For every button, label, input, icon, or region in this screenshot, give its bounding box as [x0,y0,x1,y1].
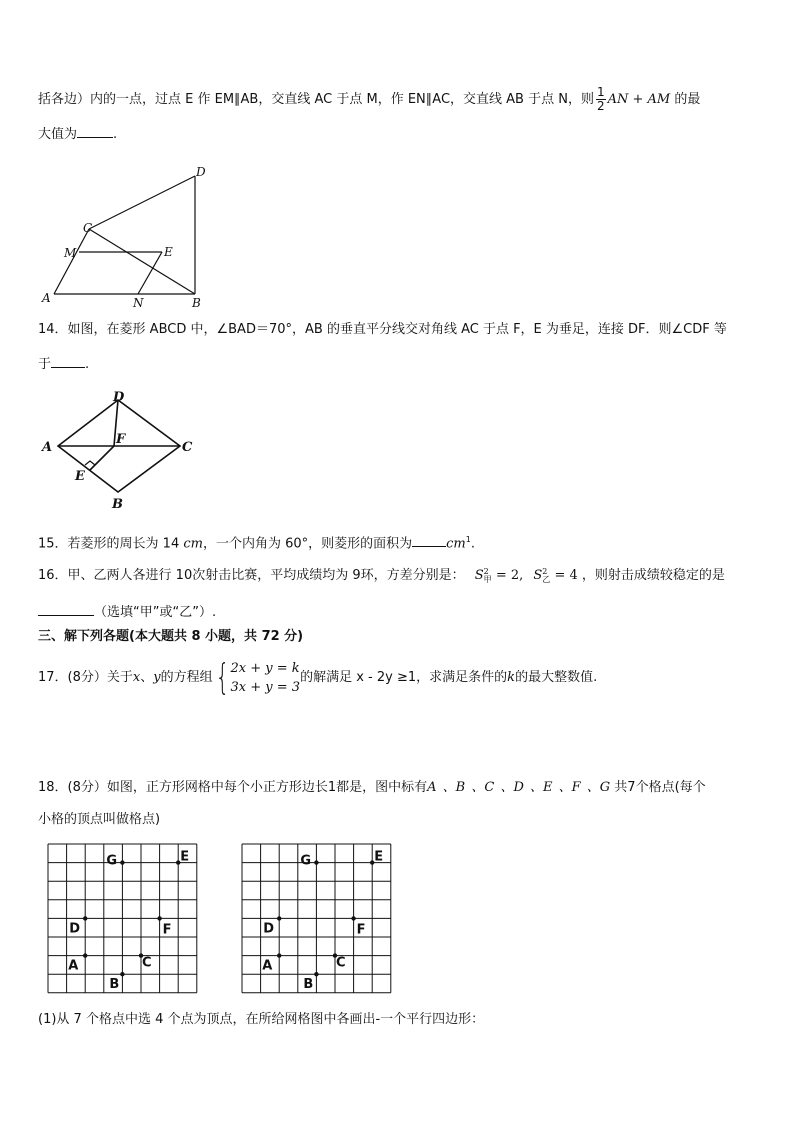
q13-fraction [596,86,606,113]
q16-s1-letter: S [474,568,484,583]
grid-label-d: D [263,921,274,937]
q17-var-k: k [507,670,516,685]
q17-text-c: 的解满足 [300,670,353,685]
q18-grid-right [238,842,398,994]
q18-text-a: 18．(8分）如图，正方形网格中每个小正方形边长1都是，图中标有 [38,780,428,795]
q13-label-M: M [64,246,77,260]
grid-label-b: B [109,977,120,993]
grid-point-a [277,953,281,957]
q16-text-a: 16．甲、乙两人各进行 10次射击比赛，平均成绩均为 9环，方差分别是： [38,568,465,583]
q14-text-b: 于 [38,357,52,372]
q13-frac-den: 2 [596,99,605,113]
q17-text-b: 的方程组 [160,670,213,685]
q15-period: . [470,536,475,552]
q16-s1-sub: 甲 [483,574,492,584]
q14-label-D: D [113,390,125,405]
q13-frac-num: 1 [596,85,605,99]
grid-label-b: B [303,977,314,993]
grid-label-c: C [142,955,152,971]
grid-point-g [314,860,318,864]
q13-label-D: D [196,165,206,179]
q13-seg-CD [89,176,195,229]
grid-point-f [157,916,161,920]
grid-label-g: G [300,853,312,869]
grid-point-b [120,972,124,976]
q13-figure [38,160,218,312]
q15-answer-blank [412,532,446,547]
q13-seg-AC [54,229,89,294]
grid-points [68,850,189,993]
q13-text-c: 大值为 [38,127,78,142]
q13-text-b: 的最 [674,92,701,107]
q17-var-y: y [153,670,161,685]
q16-s2-sup: 2 [542,566,548,576]
q17-var-x: x [132,670,141,685]
grid-label-f: F [162,922,172,938]
q14-answer-blank [51,353,85,368]
q14-line2 [38,353,89,375]
q13-text-a: 括各边）内的一点，过点 E 作 EM∥AB，交直线 AC 于点 M，作 EN∥AC，交直线 AB 于点 N，则 [38,92,594,107]
q16-line1 [38,566,725,586]
q14-line1: 14．如图，在菱形 ABCD 中，∠BAD＝70°，AB 的垂直平分线交对角线 AC 于点 F，E 为垂足，连接 DF．则∠CDF 等 [38,322,727,337]
q15-unit-b-sup: 1 [465,535,471,544]
q18-grid-left [44,842,204,994]
q17-system [231,659,301,697]
grid-label-e: E [180,849,190,865]
q16-s1-value: = 2, [495,568,524,583]
grid-label-e: E [374,849,384,865]
q17-condition: x - 2y ≥1 [356,670,417,685]
grid-point-g [120,860,124,864]
q14-label-F: F [116,432,126,447]
q13-period: . [113,127,118,142]
q13-seg-CB [89,229,195,294]
grid-point-d [83,916,87,920]
q16-text-b: ，则射击成绩较稳定的是 [581,568,725,583]
q13-seg-EN [138,252,162,294]
q16-s2-sub: 乙 [542,574,551,584]
q17-brace: { [215,656,229,698]
grid-label-a: A [68,958,79,974]
q14-label-A: A [42,440,53,455]
grid-label-d: D [69,921,80,937]
q14-period: . [85,357,90,372]
q13-label-B: B [192,296,201,310]
section-3-title: 三、解下列各题(本大题共 8 小题，共 72 分) [38,629,304,644]
grid-point-a [83,953,87,957]
grid-label-a: A [262,958,273,974]
q13-answer-blank [77,123,113,138]
q15-unit-b: cm [446,536,466,552]
q18-points: A 、B 、C 、D 、E 、F 、G [427,780,611,795]
q18-line2: 小格的顶点叫做格点) [38,812,161,827]
q14-figure [38,388,208,516]
q16-s2 [533,568,550,583]
q15-line [38,530,475,554]
q18-sub1: (1)从 7 个格点中选 4 个点为顶点，在所给网格图中各画出-一个平行四边形： [38,1012,485,1027]
q14-label-B: B [112,497,123,512]
q14-right-angle-mark [85,461,95,465]
grid-label-g: G [106,853,118,869]
q14-label-E: E [75,469,85,484]
grid-points [262,850,383,993]
q17-line [38,658,597,698]
q16-s1 [475,568,492,583]
q13-expression: AN + AM [607,92,671,107]
q17-eq1: 2x + y = k [230,660,300,676]
q17-eq2: 3x + y = 3 [230,679,301,695]
grid-point-d [277,916,281,920]
q17-sep: 、 [140,670,154,685]
q18-line1 [38,778,706,798]
q15-text-b: ，一个内角为 60°，则菱形的面积为 [202,536,413,552]
q17-text-d: ，求满足条件的 [416,670,508,685]
grid-point-f [351,916,355,920]
q13-label-A: A [42,291,51,305]
q13-label-N: N [133,296,144,310]
q16-text-c: （选填“甲”或“乙”）. [94,605,217,620]
q14-label-C: C [182,440,193,455]
grid-label-f: F [356,922,366,938]
q14-seg-FE [90,446,114,470]
q13-line1 [38,86,700,113]
q13-label-E: E [164,245,173,259]
q16-s2-value: = 4 [554,568,578,583]
q13-label-C: C [83,221,93,235]
grid-label-c: C [336,955,346,971]
q18-text-b: 共7个格点(每个 [614,780,706,795]
q15-text-a: 15．若菱形的周长为 14 [38,536,180,552]
q16-answer-blank [38,601,94,616]
grid-point-b [314,972,318,976]
q16-line2 [38,601,216,623]
q17-text-e: 的最大整数值. [515,670,598,685]
q15-unit-a: cm [183,536,203,552]
q16-s2-letter: S [533,568,543,583]
q17-text-a: 17．(8分）关于 [38,670,133,685]
q16-s1-sup: 2 [483,566,489,576]
q13-line2 [38,123,117,145]
